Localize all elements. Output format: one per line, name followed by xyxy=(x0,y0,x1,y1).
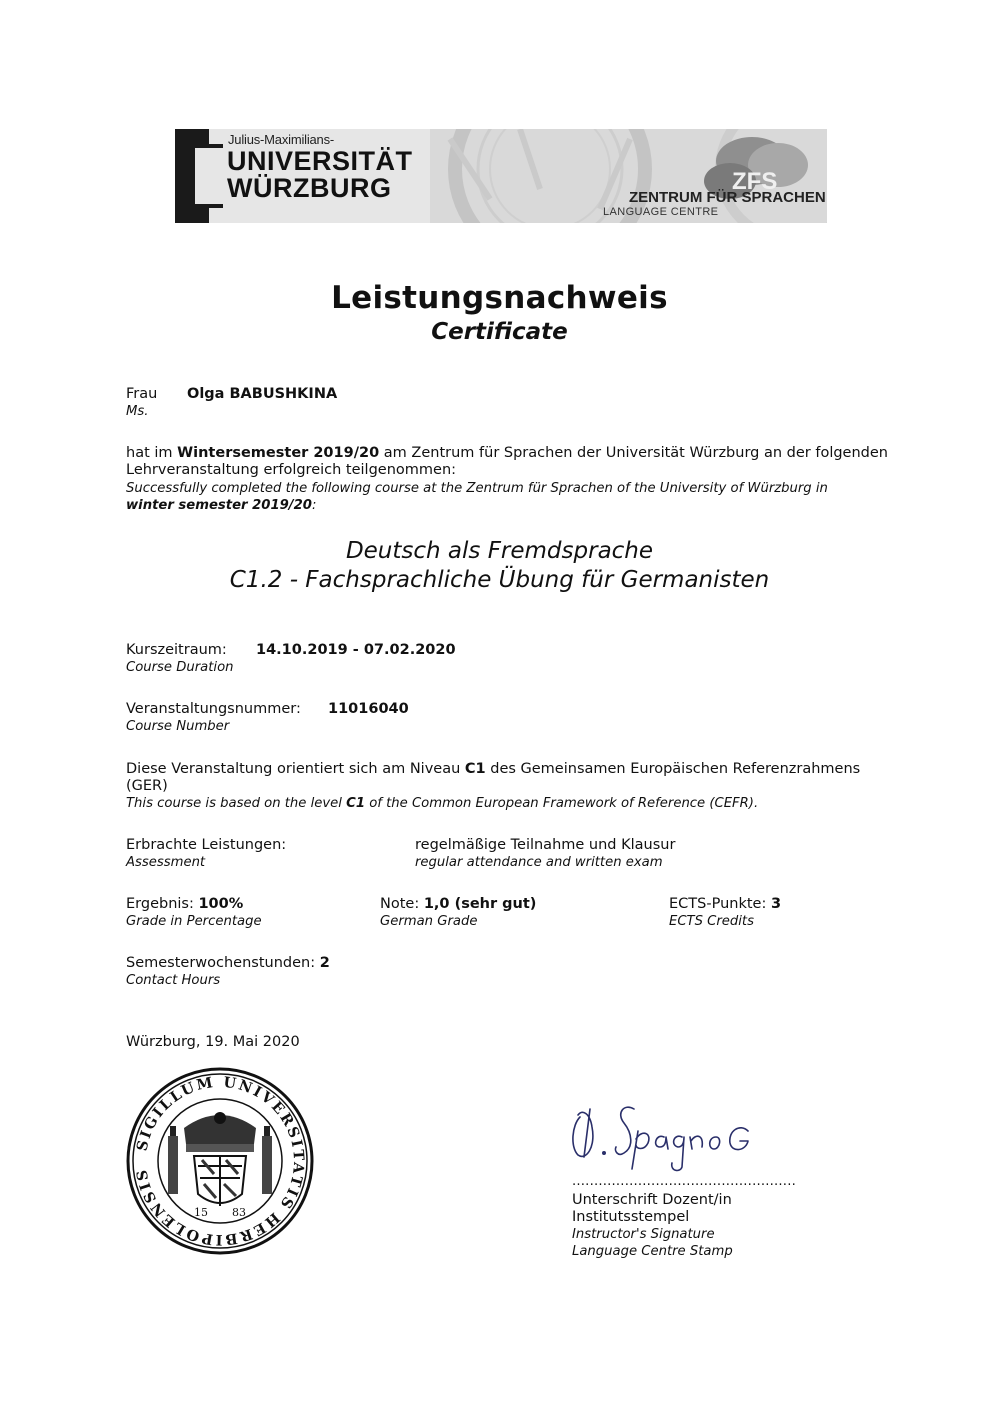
signature-label-en-2: Language Centre Stamp xyxy=(572,1244,733,1259)
result-value: 100% xyxy=(198,896,244,912)
seal-text: SIGILLUM UNIVERSITATIS HERBIPOLENSIS xyxy=(133,1073,308,1249)
duration-label-en: Course Duration xyxy=(126,660,234,675)
logo-bracket-bottom xyxy=(195,204,223,208)
intro-de-line1 xyxy=(126,445,888,462)
ects xyxy=(669,896,781,913)
hours-label: Semesterwochenstunden: xyxy=(126,955,316,971)
level-de-post: des Gemeinsamen Europäischen Referenzrahmens xyxy=(485,761,861,777)
recipient-name: Olga BABUSHKINA xyxy=(187,386,338,402)
signature-label-en-1: Instructor's Signature xyxy=(572,1227,715,1242)
ects-value: 3 xyxy=(770,896,782,912)
centre-name-en: LANGUAGE CENTRE xyxy=(603,206,719,218)
university-name-line1: UNIVERSITÄT xyxy=(227,146,413,176)
assessment-value-en: regular attendance and written exam xyxy=(415,855,663,870)
level-en-pre: This course is based on the level xyxy=(126,796,347,811)
grade xyxy=(380,896,536,913)
header-banner xyxy=(175,129,827,223)
assessment-value: regelmäßige Teilnahme und Klausur xyxy=(415,837,676,853)
assessment-label-en: Assessment xyxy=(126,855,206,870)
hours xyxy=(126,955,330,972)
logo-bracket-top xyxy=(195,144,223,148)
university-name-line2: WÜRZBURG xyxy=(227,173,392,203)
university-prefix: Julius-Maximilians- xyxy=(228,132,334,147)
level-de-line1 xyxy=(126,761,860,778)
zfs-logo-text: ZFS xyxy=(732,168,778,195)
intro-en-line1: Successfully completed the following course at the Zentrum für Sprachen of the University of Würzburg in xyxy=(126,481,828,496)
level-en-level: C1 xyxy=(346,796,366,811)
place-date: Würzburg, 19. Mai 2020 xyxy=(126,1034,300,1050)
handwritten-signature xyxy=(568,1095,768,1175)
signature-dotted-line: ................................................... xyxy=(572,1174,796,1189)
centre-name-de: ZENTRUM FÜR SPRACHEN xyxy=(629,189,826,206)
intro-en-line2 xyxy=(126,497,316,514)
hours-value: 2 xyxy=(319,955,330,971)
grade-label-en: German Grade xyxy=(380,914,478,929)
result-label: Ergebnis: xyxy=(126,896,194,912)
document-title: Leistungsnachweis xyxy=(331,280,668,316)
course-number-label: Veranstaltungsnummer: xyxy=(126,701,301,717)
assessment-label: Erbrachte Leistungen: xyxy=(126,837,287,853)
course-title: C1.2 - Fachsprachliche Übung für Germanisten xyxy=(229,567,770,593)
logo-bracket-inner xyxy=(195,144,209,208)
signature-label-de-2: Institutsstempel xyxy=(572,1209,690,1225)
intro-de-line2: Lehrveranstaltung erfolgreich teilgenommen: xyxy=(126,462,457,478)
course-number-value: 11016040 xyxy=(328,701,409,717)
grade-label: Note: xyxy=(380,896,420,912)
seal-year-left: 15 xyxy=(194,1206,208,1219)
level-de-pre: Diese Veranstaltung orientiert sich am Niveau xyxy=(126,761,465,777)
duration-label: Kurszeitraum: xyxy=(126,642,227,658)
level-en-post: of the Common European Framework of Reference (CEFR). xyxy=(365,796,759,811)
grade-value: 1,0 (sehr gut) xyxy=(423,896,537,912)
level-de-line2: (GER) xyxy=(126,778,168,794)
course-subject: Deutsch als Fremdsprache xyxy=(345,538,654,564)
signature-label-de-1: Unterschrift Dozent/in xyxy=(572,1192,732,1208)
intro-de-semester: Wintersemester 2019/20 xyxy=(177,445,380,461)
result-label-en: Grade in Percentage xyxy=(126,914,262,929)
result xyxy=(126,896,243,913)
salutation-de: Frau xyxy=(126,386,158,402)
university-seal xyxy=(124,1066,316,1256)
duration-value: 14.10.2019 - 07.02.2020 xyxy=(256,642,456,658)
seal-year-right: 83 xyxy=(232,1206,246,1219)
intro-de-pre: hat im xyxy=(126,445,178,461)
intro-en-colon: : xyxy=(311,498,317,513)
level-en xyxy=(126,795,758,812)
course-number-label-en: Course Number xyxy=(126,719,230,734)
hours-label-en: Contact Hours xyxy=(126,973,221,988)
intro-de-post: am Zentrum für Sprachen der Universität Würzburg an der folgenden xyxy=(379,445,888,461)
document-subtitle: Certificate xyxy=(431,319,568,345)
ects-label-en: ECTS Credits xyxy=(669,914,754,929)
ects-label: ECTS-Punkte: xyxy=(669,896,767,912)
salutation-en: Ms. xyxy=(126,404,149,419)
level-de-level: C1 xyxy=(464,761,486,777)
intro-en-semester: winter semester 2019/20 xyxy=(126,498,312,513)
